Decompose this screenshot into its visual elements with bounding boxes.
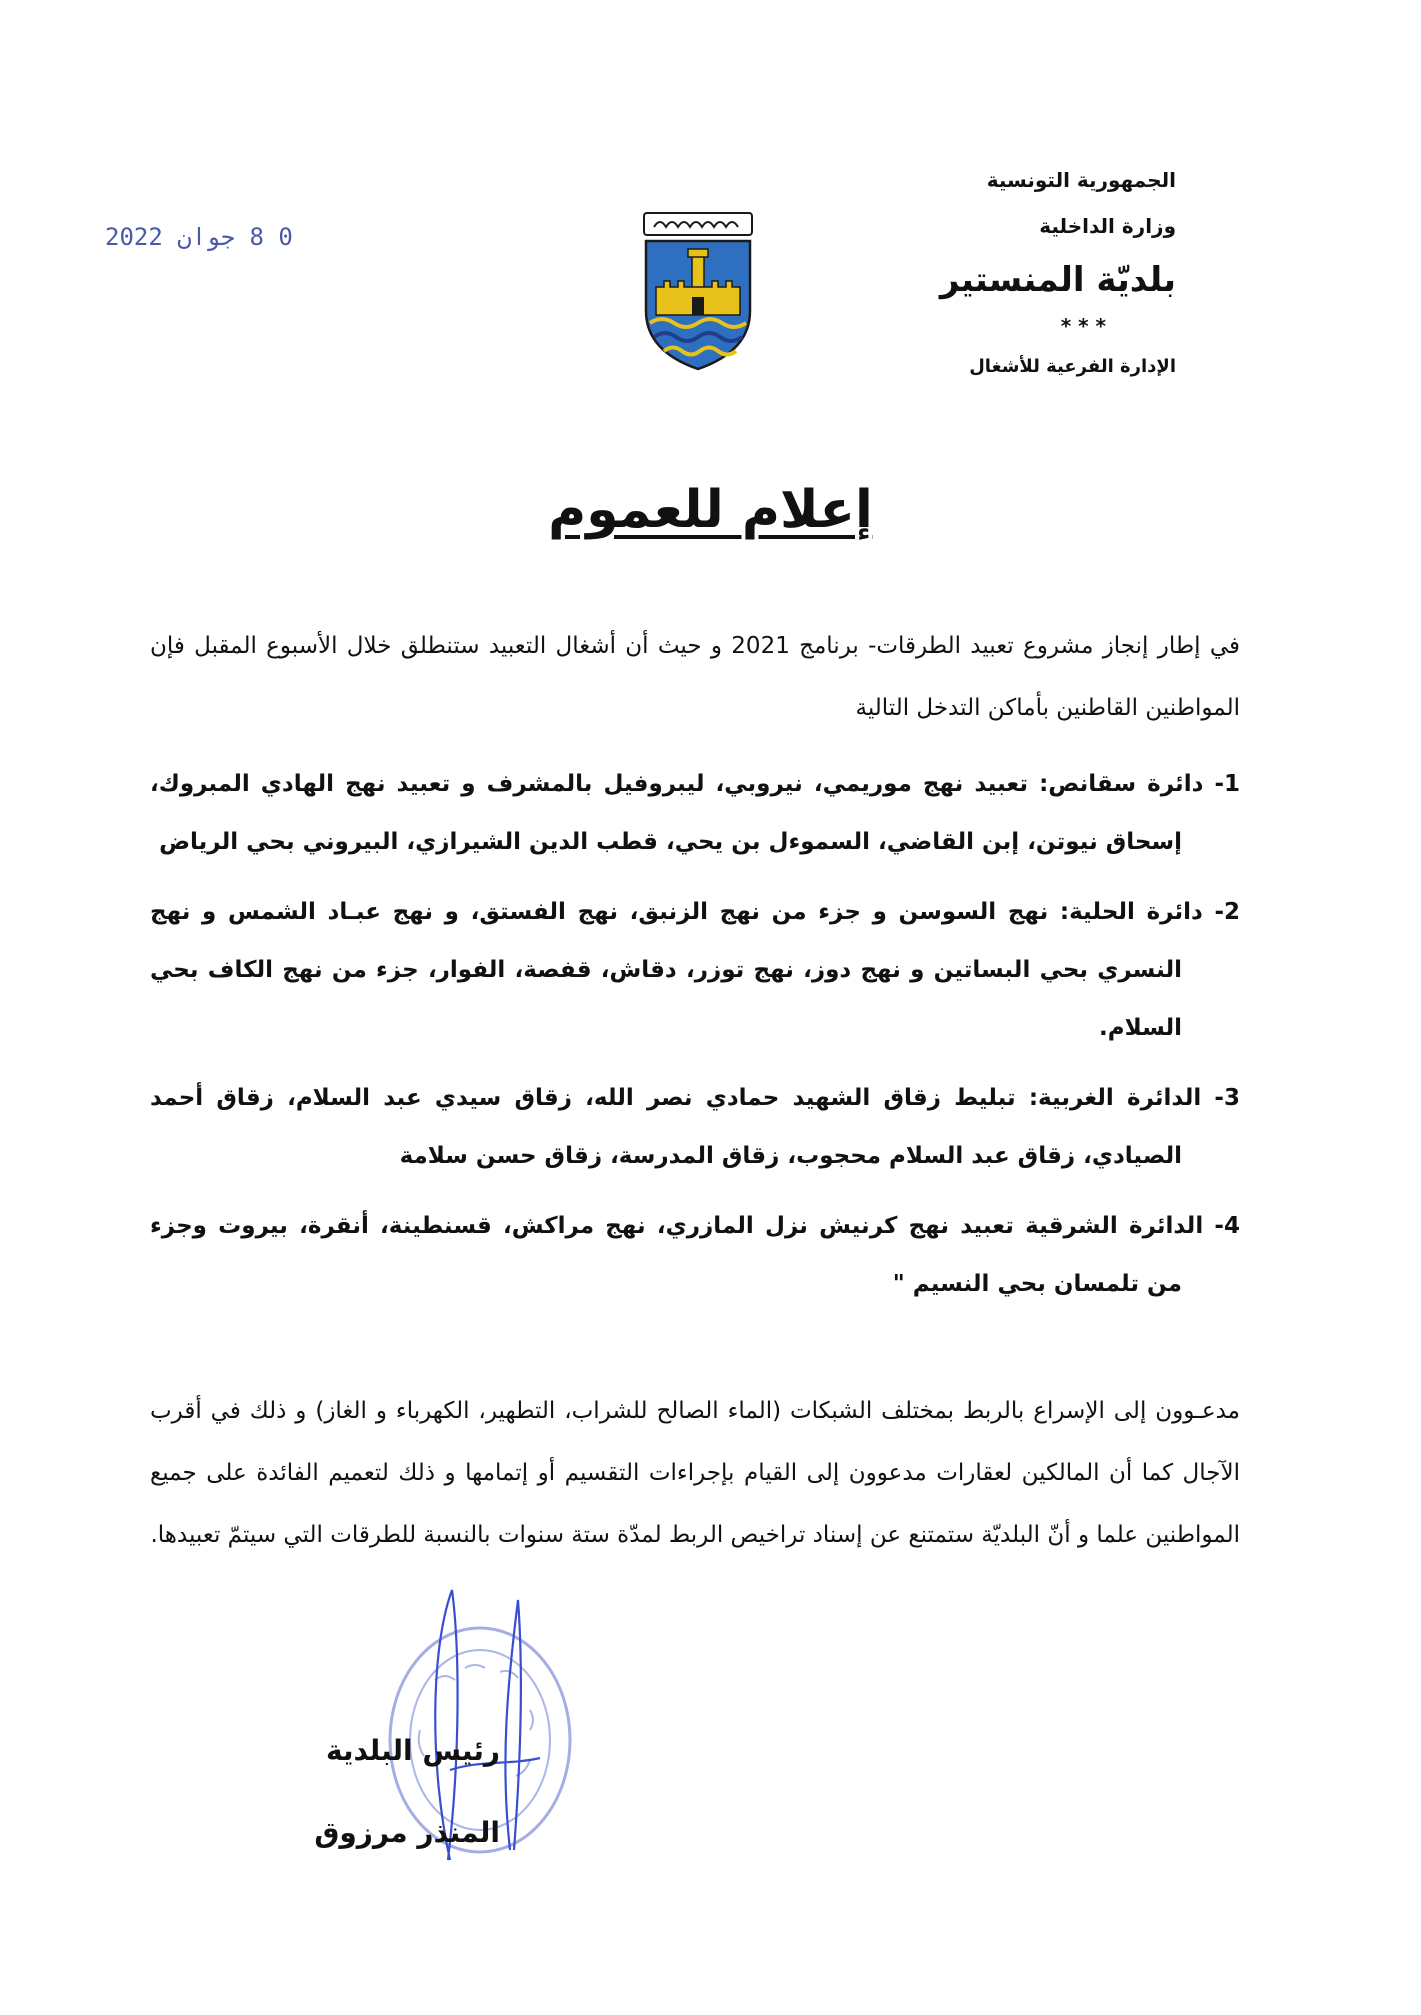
logo-gate bbox=[692, 297, 704, 315]
list-item: 2- دائرة الحلية: نهج السوسن و جزء من نهج الزنبق، نهج الفستق، و نهج عبـاد الشمس و نهج النسري بحي البساتين و نهج دوز، نهج توزر، دقاش، قفصة، الفوار، جزء من نهج الكاف بحي السلام. bbox=[150, 899, 1240, 1041]
closing-paragraph: مدعـوون إلى الإسراع بالربط بمختلف الشبكات (الماء الصالح للشراب، التطهير، الكهرباء و الغاز) و ذلك في أقرب الآجال كما أن المالكين لعقارات مدعوون إلى القيام بإجراءات التقسيم أو إتمامها و ذلك لتعميم الفائدة على جميع المواطنين علما و أنّ البلديّة ستمتنع عن إسناد تراخيص الربط لمدّة ستة سنوات بالنسبة للطرقات التي سيتمّ تعبيدها. bbox=[150, 1398, 1240, 1548]
date-year: 2022 bbox=[105, 223, 163, 251]
signatory-role: رئيس البلدية bbox=[325, 1734, 500, 1767]
signatory-name: المنذر مرزوق bbox=[314, 1816, 500, 1849]
date-month: جوان bbox=[177, 223, 236, 251]
letterhead bbox=[756, 168, 1176, 377]
works-list bbox=[150, 755, 1240, 1325]
notice-title-text: إعلام للعموم bbox=[548, 480, 873, 540]
date-day: 0 8 bbox=[249, 223, 293, 251]
list-item: 1- دائرة سقانص: تعبيد نهج موريمي، نيروبي، ليبروفيل بالمشرف و تعبيد نهج الهادي المبروك، إسحاق نيوتن، إبن القاضي، السموءل بن يحي، قطب الدين الشيرازي، البيروني بحي الرياض bbox=[150, 771, 1240, 855]
notice-title bbox=[0, 480, 1421, 540]
country-name: الجمهورية التونسية bbox=[986, 168, 1176, 192]
signature-block bbox=[240, 1710, 500, 1874]
separator-stars: * * * bbox=[1060, 314, 1106, 338]
list-item: 4- الدائرة الشرقية تعبيد نهج كرنيش نزل المازري، نهج مراكش، قسنطينة، أنقرة، بيروت وجزء من تلمسان بحي النسيم " bbox=[150, 1213, 1240, 1297]
department-name: الإدارة الفرعية للأشغال bbox=[969, 356, 1176, 377]
logo-tower-top bbox=[688, 249, 708, 257]
intro-paragraph: في إطار إنجاز مشروع تعبيد الطرقات- برنامج 2021 و حيث أن أشغال التعبيد ستنطلق خلال الأسبوع المقبل فإن المواطنين القاطنين بأماكن التدخل التالية bbox=[150, 633, 1241, 721]
municipality-name: بلديّة المنستير bbox=[939, 260, 1176, 300]
ministry-name: وزارة الداخلية bbox=[1039, 214, 1176, 238]
date-stamp bbox=[105, 223, 293, 251]
list-item: 3- الدائرة الغربية: تبليط زقاق الشهيد حمادي نصر الله، زقاق سيدي عبد السلام، زقاق أحمد الصيادي، زقاق عبد السلام محجوب، زقاق المدرسة، زقاق حسن سلامة bbox=[150, 1085, 1240, 1169]
monastir-municipality-logo bbox=[636, 205, 760, 375]
